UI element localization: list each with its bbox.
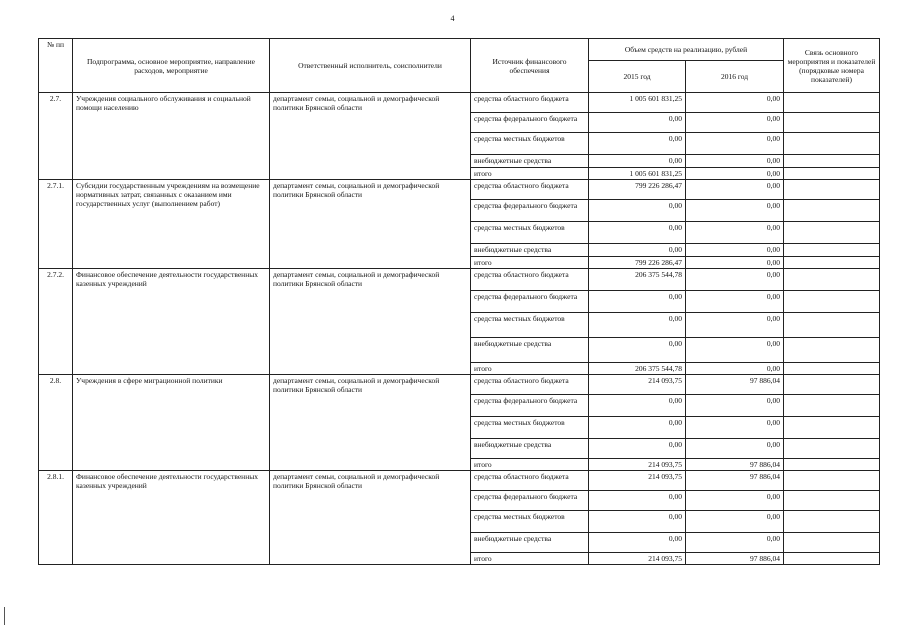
table-row: [39, 375, 880, 395]
amount-2016: 0,00: [686, 491, 784, 511]
amount-2016: 0,00: [686, 155, 784, 168]
amount-2016: 0,00: [686, 113, 784, 133]
funding-source: средства местных бюджетов: [471, 313, 589, 338]
row-executor: департамент семьи, социальной и демографической политики Брянской области: [270, 93, 471, 180]
funding-source: средства федерального бюджета: [471, 291, 589, 313]
row-code: 2.8.: [39, 375, 73, 471]
funding-source: средства федерального бюджета: [471, 113, 589, 133]
amount-2016: 0,00: [686, 200, 784, 222]
amount-2015: 0,00: [589, 200, 686, 222]
funding-source: внебюджетные средства: [471, 155, 589, 168]
amount-2015: 0,00: [589, 133, 686, 155]
row-code: 2.7.: [39, 93, 73, 180]
row-executor: департамент семьи, социальной и демографической политики Брянской области: [270, 375, 471, 471]
indicator-link: [784, 180, 880, 200]
table-row: [39, 180, 880, 200]
funding-source: средства федерального бюджета: [471, 200, 589, 222]
amount-2016: 0,00: [686, 291, 784, 313]
header-volume: Объем средств на реализацию, рублей: [589, 39, 784, 61]
indicator-link: [784, 395, 880, 417]
amount-2016: 0,00: [686, 313, 784, 338]
indicator-link: [784, 459, 880, 471]
funding-source: итого: [471, 168, 589, 180]
indicator-link: [784, 133, 880, 155]
budget-table: [38, 38, 880, 565]
amount-2016: 0,00: [686, 533, 784, 553]
amount-2016: 0,00: [686, 244, 784, 257]
header-no: № пп: [39, 39, 73, 93]
row-code: 2.8.1.: [39, 471, 73, 565]
amount-2015: 206 375 544,78: [589, 363, 686, 375]
amount-2015: 0,00: [589, 244, 686, 257]
indicator-link: [784, 168, 880, 180]
amount-2015: 799 226 286,47: [589, 257, 686, 269]
row-activity-name: Финансовое обеспечение деятельности государственных казенных учреждений: [73, 471, 270, 565]
amount-2016: 97 886,04: [686, 471, 784, 491]
amount-2015: 0,00: [589, 439, 686, 459]
amount-2016: 0,00: [686, 133, 784, 155]
amount-2015: 0,00: [589, 533, 686, 553]
indicator-link: [784, 338, 880, 363]
table-row: [39, 93, 880, 113]
amount-2016: 0,00: [686, 417, 784, 439]
amount-2015: 1 005 601 831,25: [589, 168, 686, 180]
table-row: [39, 471, 880, 491]
header-source: Источник финансового обеспечения: [471, 39, 589, 93]
funding-source: средства областного бюджета: [471, 93, 589, 113]
header-year-2016: 2016 год: [686, 61, 784, 93]
indicator-link: [784, 200, 880, 222]
funding-source: средства областного бюджета: [471, 180, 589, 200]
amount-2015: 214 093,75: [589, 471, 686, 491]
row-code: 2.7.2.: [39, 269, 73, 375]
funding-source: итого: [471, 459, 589, 471]
funding-source: средства местных бюджетов: [471, 222, 589, 244]
amount-2016: 0,00: [686, 511, 784, 533]
indicator-link: [784, 439, 880, 459]
amount-2015: 214 093,75: [589, 375, 686, 395]
funding-source: средства федерального бюджета: [471, 491, 589, 511]
amount-2016: 0,00: [686, 363, 784, 375]
indicator-link: [784, 491, 880, 511]
amount-2015: 214 093,75: [589, 553, 686, 565]
amount-2015: 0,00: [589, 417, 686, 439]
indicator-link: [784, 93, 880, 113]
amount-2015: 0,00: [589, 113, 686, 133]
page-number: 4: [450, 14, 455, 23]
indicator-link: [784, 363, 880, 375]
amount-2016: 0,00: [686, 222, 784, 244]
indicator-link: [784, 155, 880, 168]
funding-source: внебюджетные средства: [471, 338, 589, 363]
funding-source: средства областного бюджета: [471, 269, 589, 291]
amount-2016: 0,00: [686, 257, 784, 269]
table-row: [39, 269, 880, 291]
indicator-link: [784, 291, 880, 313]
amount-2015: 0,00: [589, 222, 686, 244]
funding-source: внебюджетные средства: [471, 244, 589, 257]
row-activity-name: Учреждения в сфере миграционной политики: [73, 375, 270, 471]
funding-source: итого: [471, 257, 589, 269]
funding-source: внебюджетные средства: [471, 533, 589, 553]
funding-source: средства местных бюджетов: [471, 417, 589, 439]
indicator-link: [784, 257, 880, 269]
indicator-link: [784, 375, 880, 395]
indicator-link: [784, 113, 880, 133]
amount-2016: 0,00: [686, 93, 784, 113]
amount-2015: 0,00: [589, 491, 686, 511]
indicator-link: [784, 553, 880, 565]
header-executor: Ответственный исполнитель, соисполнители: [270, 39, 471, 93]
funding-source: средства местных бюджетов: [471, 133, 589, 155]
scan-edge-mark: [4, 607, 5, 625]
amount-2016: 0,00: [686, 439, 784, 459]
funding-source: итого: [471, 363, 589, 375]
row-activity-name: Субсидии государственным учреждениям на возмещение нормативных затрат, связанных с оказанием ими государственных услуг (выполнением работ): [73, 180, 270, 269]
amount-2016: 97 886,04: [686, 375, 784, 395]
amount-2015: 214 093,75: [589, 459, 686, 471]
amount-2015: 0,00: [589, 155, 686, 168]
header-link: Связь основного мероприятия и показателей (порядковые номера показателей): [784, 39, 880, 93]
indicator-link: [784, 471, 880, 491]
header-year-2015: 2015 год: [589, 61, 686, 93]
amount-2015: 206 375 544,78: [589, 269, 686, 291]
funding-source: средства федерального бюджета: [471, 395, 589, 417]
amount-2015: 0,00: [589, 511, 686, 533]
funding-source: итого: [471, 553, 589, 565]
row-executor: департамент семьи, социальной и демографической политики Брянской области: [270, 269, 471, 375]
amount-2015: 0,00: [589, 395, 686, 417]
row-code: 2.7.1.: [39, 180, 73, 269]
indicator-link: [784, 417, 880, 439]
amount-2015: 1 005 601 831,25: [589, 93, 686, 113]
amount-2016: 0,00: [686, 338, 784, 363]
row-activity-name: Учреждения социального обслуживания и социальной помощи населению: [73, 93, 270, 180]
amount-2016: 97 886,04: [686, 459, 784, 471]
funding-source: средства областного бюджета: [471, 471, 589, 491]
funding-source: внебюджетные средства: [471, 439, 589, 459]
indicator-link: [784, 222, 880, 244]
amount-2015: 0,00: [589, 338, 686, 363]
amount-2016: 0,00: [686, 395, 784, 417]
row-executor: департамент семьи, социальной и демографической политики Брянской области: [270, 471, 471, 565]
indicator-link: [784, 313, 880, 338]
amount-2015: 0,00: [589, 313, 686, 338]
table-body: [39, 93, 880, 565]
amount-2015: 0,00: [589, 291, 686, 313]
indicator-link: [784, 244, 880, 257]
indicator-link: [784, 269, 880, 291]
row-executor: департамент семьи, социальной и демографической политики Брянской области: [270, 180, 471, 269]
funding-source: средства областного бюджета: [471, 375, 589, 395]
amount-2016: 0,00: [686, 269, 784, 291]
amount-2016: 0,00: [686, 180, 784, 200]
header-program: Подпрограмма, основное мероприятие, направление расходов, мероприятие: [73, 39, 270, 93]
row-activity-name: Финансовое обеспечение деятельности государственных казенных учреждений: [73, 269, 270, 375]
amount-2016: 0,00: [686, 168, 784, 180]
indicator-link: [784, 533, 880, 553]
indicator-link: [784, 511, 880, 533]
funding-source: средства местных бюджетов: [471, 511, 589, 533]
amount-2015: 799 226 286,47: [589, 180, 686, 200]
amount-2016: 97 886,04: [686, 553, 784, 565]
